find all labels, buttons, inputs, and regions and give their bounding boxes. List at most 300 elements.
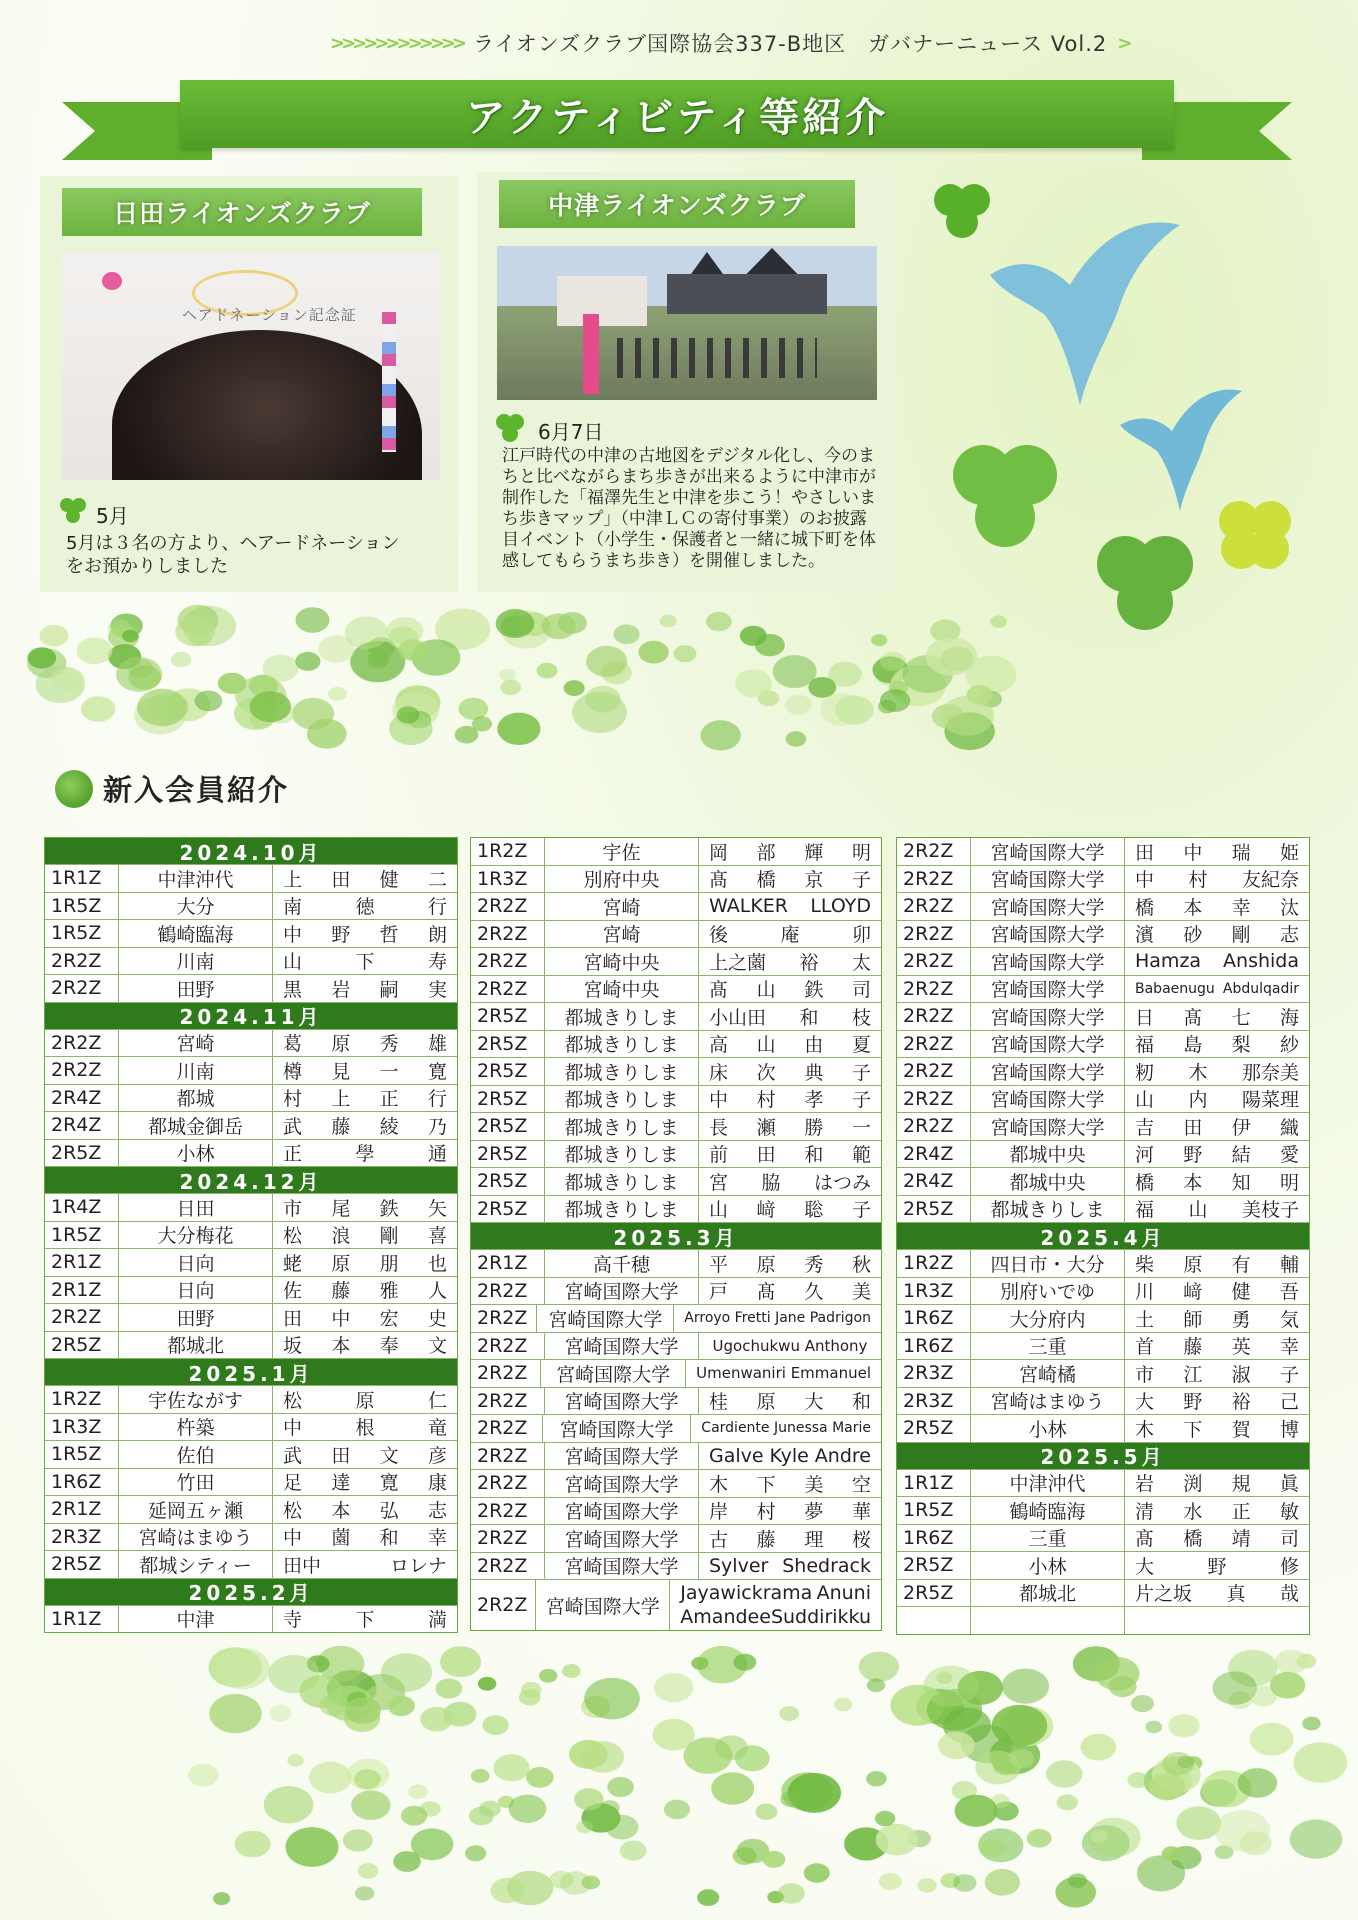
- name-part: 勝: [804, 1116, 824, 1139]
- castle-body: [667, 274, 827, 314]
- member-row: [897, 1470, 1309, 1498]
- name-part: 上: [331, 1088, 351, 1111]
- name-part: 聡: [804, 1199, 824, 1222]
- member-name: [1125, 1415, 1309, 1442]
- name-part: 足: [283, 1472, 303, 1495]
- member-name: [273, 865, 457, 892]
- member-name: [1125, 1196, 1309, 1223]
- leaf: [763, 1851, 786, 1868]
- club-name: 都城金御岳: [119, 1112, 273, 1139]
- name-part: 伊: [1231, 1116, 1251, 1139]
- zone-code: 2R1Z: [45, 1249, 119, 1276]
- name-part: 江: [1183, 1363, 1203, 1386]
- name-part: 南: [283, 896, 303, 919]
- name-part: 古: [709, 1528, 729, 1551]
- leaf: [871, 634, 887, 646]
- leaf: [576, 1821, 593, 1834]
- name-part: 竜: [427, 1417, 447, 1440]
- name-part: 華: [851, 1501, 871, 1524]
- name-part: 満: [427, 1609, 447, 1632]
- zone-code: 1R6Z: [897, 1333, 971, 1360]
- name-part: 原: [355, 1389, 375, 1412]
- name-part: 和: [851, 1391, 871, 1414]
- name-part: 岡: [709, 841, 729, 864]
- leaf: [700, 720, 740, 750]
- name-part: 下: [355, 1609, 375, 1632]
- member-name: [699, 921, 881, 948]
- name-part: 志: [427, 1499, 447, 1522]
- name-part: 土: [1135, 1308, 1155, 1331]
- member-name: [699, 1333, 881, 1360]
- member-name: [699, 1141, 881, 1168]
- name-part: 子: [851, 1061, 871, 1084]
- name-part: Shedrack: [782, 1554, 871, 1577]
- zone-code: 2R2Z: [897, 893, 971, 920]
- zone-code: 2R2Z: [471, 1553, 545, 1580]
- name-part: 市: [1135, 1363, 1155, 1386]
- name-part: 橋: [1183, 1528, 1203, 1551]
- name-part: 籾: [1135, 1061, 1155, 1084]
- zone-code: 1R5Z: [45, 893, 119, 920]
- name-part: 愛: [1279, 1144, 1299, 1167]
- member-name: [1125, 1388, 1309, 1415]
- name-part: 中: [331, 1307, 351, 1330]
- name-part: 輝: [804, 841, 824, 864]
- member-name: [699, 1168, 881, 1195]
- name-part: 浪: [331, 1225, 351, 1248]
- name-part: 野: [331, 923, 351, 946]
- member-name: [699, 1196, 881, 1223]
- mascot-icon: [102, 272, 122, 290]
- name-part: 達: [331, 1472, 351, 1495]
- leaf: [859, 1652, 899, 1682]
- leaf: [40, 625, 69, 647]
- member-name: [699, 866, 881, 893]
- leaf: [354, 1769, 381, 1789]
- club-name: 中津沖代: [119, 865, 273, 892]
- zone-code: 1R1Z: [897, 1470, 971, 1497]
- club-name: 宮崎国際大学: [543, 1415, 692, 1442]
- zone-code: 2R2Z: [471, 1580, 536, 1630]
- leaves-band-bottom: [188, 1646, 1347, 1908]
- club-name: 都城きりしま: [545, 1168, 699, 1195]
- member-name: [273, 1030, 457, 1057]
- name-part: 人: [427, 1280, 447, 1303]
- ribbon-title: アクティビティ等紹介: [465, 93, 889, 141]
- zone-code: 2R5Z: [471, 1196, 545, 1223]
- member-name: [273, 1194, 457, 1221]
- zone-code: 2R2Z: [897, 866, 971, 893]
- member-row: [897, 1058, 1309, 1086]
- member-name: [674, 1305, 881, 1332]
- ribbon-strip: [382, 312, 396, 452]
- name-part: 京: [804, 869, 824, 892]
- name-part: 高: [709, 1034, 729, 1057]
- leaf: [953, 1874, 976, 1892]
- leaf: [966, 685, 992, 704]
- zone-code: 1R6Z: [45, 1469, 119, 1496]
- club-name: 宮崎はまゆう: [971, 1388, 1125, 1415]
- member-row: [897, 1497, 1309, 1525]
- name-part: 桜: [851, 1528, 871, 1551]
- name-part: 朋: [379, 1252, 399, 1275]
- name-part: 山: [1188, 1199, 1208, 1222]
- name-part: Abdulqadir: [1222, 980, 1299, 997]
- club-name: 宮崎国際大学: [545, 1388, 699, 1415]
- name-part: 髙: [709, 869, 729, 892]
- leaf: [584, 1678, 640, 1720]
- member-row: [471, 1443, 881, 1471]
- club-name: 日向: [119, 1249, 273, 1276]
- name-part: Cardiente Junessa Marie: [701, 1420, 871, 1437]
- club-name: 宮崎国際大学: [537, 1305, 674, 1332]
- name-part: 根: [355, 1417, 375, 1440]
- name-part: 文: [379, 1444, 399, 1467]
- member-name: [1125, 1580, 1309, 1607]
- leaf: [264, 1786, 314, 1823]
- leaf: [674, 645, 697, 662]
- name-part: 寿: [427, 951, 447, 974]
- name-part: Suddirikku: [770, 1606, 871, 1628]
- activity-date: 6月7日: [538, 420, 604, 444]
- name-part: 岩: [331, 978, 351, 1001]
- leaf: [81, 696, 115, 722]
- name-part: 正: [379, 1088, 399, 1111]
- club-name: 宮崎中央: [545, 976, 699, 1003]
- name-part: 中: [1183, 841, 1203, 864]
- member-row: [45, 1441, 457, 1469]
- name-part: 大: [1135, 1391, 1155, 1414]
- leaf: [286, 1827, 339, 1867]
- leaf: [600, 1800, 619, 1815]
- name-part: 子: [851, 1199, 871, 1222]
- name-part: 孝: [804, 1089, 824, 1112]
- name-part: 樽: [283, 1060, 303, 1083]
- name-part: 靖: [1231, 1528, 1251, 1551]
- member-name: [273, 1386, 457, 1413]
- zone-code: 1R5Z: [45, 1222, 119, 1249]
- leaf: [497, 713, 540, 745]
- leaf: [213, 1892, 230, 1905]
- member-row: [471, 1470, 881, 1498]
- name-part: LLOYD: [810, 895, 871, 918]
- name-part: 柴: [1135, 1253, 1155, 1276]
- name-part: 宮: [709, 1171, 729, 1194]
- name-part: 中: [283, 1527, 303, 1550]
- name-part: 大: [804, 1391, 824, 1414]
- member-name: [699, 838, 881, 865]
- leaf: [235, 1831, 271, 1858]
- leaf: [1057, 1794, 1078, 1810]
- zone-code: 1R5Z: [45, 1441, 119, 1468]
- club-name: 三重: [971, 1525, 1125, 1552]
- name-part: 気: [1279, 1308, 1299, 1331]
- member-name: [1125, 1058, 1309, 1085]
- member-name: [273, 1606, 457, 1633]
- zone-code: 2R2Z: [471, 1333, 545, 1360]
- club-name: 宮崎国際大学: [545, 1553, 699, 1580]
- name-part: 桂: [709, 1391, 729, 1414]
- member-row: [897, 1168, 1309, 1196]
- member-row: [471, 1058, 881, 1086]
- name-part: 弘: [379, 1499, 399, 1522]
- name-part: 司: [851, 979, 871, 1002]
- leaf: [1145, 1721, 1162, 1734]
- member-name: [699, 1525, 881, 1552]
- leaf: [541, 613, 576, 639]
- name-part: 橋: [756, 869, 776, 892]
- month-header: 2025.4月: [897, 1223, 1309, 1250]
- club-name: 宮崎中央: [545, 948, 699, 975]
- member-row: [471, 1305, 881, 1333]
- name-part: 田: [1183, 1116, 1203, 1139]
- leaves-band-top: [27, 605, 1016, 751]
- leaf: [614, 625, 640, 645]
- leaf: [876, 1824, 918, 1856]
- name-part: 藤: [1183, 1336, 1203, 1359]
- chevron-decoration-left: >>>>>>>>>>>>: [330, 32, 463, 54]
- name-part: 矢: [427, 1197, 447, 1220]
- name-part: 村: [283, 1088, 303, 1111]
- member-row: [471, 1031, 881, 1059]
- leaf: [1302, 1717, 1320, 1731]
- member-row: [45, 1551, 457, 1579]
- leaf: [149, 692, 189, 722]
- club-name: 鶴崎臨海: [119, 920, 273, 947]
- zone-code: 2R5Z: [471, 1031, 545, 1058]
- leaf: [938, 1732, 975, 1760]
- club-name: 都城: [119, 1085, 273, 1112]
- club-name: 都城きりしま: [545, 1141, 699, 1168]
- name-part: 學: [355, 1143, 375, 1166]
- leaf: [440, 1646, 481, 1677]
- leaf: [250, 691, 291, 722]
- club-name: 三重: [971, 1333, 1125, 1360]
- leaf: [1290, 1819, 1343, 1858]
- name-part: 山: [709, 1199, 729, 1222]
- leaf: [472, 716, 492, 731]
- leaf: [287, 1754, 303, 1766]
- name-part: 砂: [1183, 924, 1203, 947]
- zone-code: 2R2Z: [471, 893, 545, 920]
- member-row: [471, 1360, 881, 1388]
- member-name: [1125, 1031, 1309, 1058]
- member-name: [273, 1140, 457, 1167]
- name-part: Jayawickrama: [680, 1582, 813, 1604]
- leaf: [879, 1873, 902, 1890]
- name-part: 紗: [1279, 1034, 1299, 1057]
- name-part: 和: [799, 1006, 819, 1029]
- name-part: 実: [427, 978, 447, 1001]
- club-name: 都城きりしま: [545, 1113, 699, 1140]
- name-part: Arroyo Fretti Jane Padrigon: [684, 1310, 871, 1327]
- name-part: 規: [1231, 1473, 1251, 1496]
- member-name: [273, 1085, 457, 1112]
- name-part: 瀬: [756, 1116, 776, 1139]
- leaf: [519, 1689, 541, 1705]
- name-part: 明: [1279, 1171, 1299, 1194]
- name-part: 卯: [851, 924, 871, 947]
- member-row: [471, 1525, 881, 1553]
- club-name: 都城きりしま: [545, 1058, 699, 1085]
- certificate-title: ヘアドネーション記念証: [182, 306, 357, 324]
- zone-code: 2R2Z: [45, 975, 119, 1002]
- member-name: [1125, 838, 1309, 865]
- name-part: 枝: [851, 1006, 871, 1029]
- club-name: 四日市・大分: [971, 1250, 1125, 1277]
- member-row: [45, 1304, 457, 1332]
- zone-code: 2R3Z: [45, 1524, 119, 1551]
- name-part: 仁: [427, 1389, 447, 1412]
- member-row: [471, 1580, 881, 1630]
- name-part: 明: [851, 841, 871, 864]
- member-row: [471, 1278, 881, 1306]
- leaf: [188, 1764, 219, 1787]
- name-part: 松: [283, 1499, 303, 1522]
- leaf: [778, 1883, 805, 1904]
- zone-code: 2R5Z: [897, 1552, 971, 1579]
- bird-icon: [990, 223, 1180, 406]
- member-name: [273, 1469, 457, 1496]
- leaf: [620, 1841, 647, 1861]
- name-part: 本: [1183, 1171, 1203, 1194]
- leaf: [660, 615, 677, 628]
- member-row: [897, 1031, 1309, 1059]
- club-name: 宮崎国際大学: [545, 1278, 699, 1305]
- club-name: 宮崎国際大学: [971, 1003, 1125, 1030]
- member-name: [699, 976, 881, 1003]
- member-name: [1125, 1278, 1309, 1305]
- member-row: [45, 1386, 457, 1414]
- name-part: 岸: [709, 1501, 729, 1524]
- name-part: 山: [283, 951, 303, 974]
- zone-code: 2R2Z: [45, 948, 119, 975]
- hair-donation-photo: [62, 252, 440, 480]
- member-name: [699, 1058, 881, 1085]
- leaf: [490, 1878, 524, 1903]
- clover-icon: [1097, 536, 1193, 630]
- leaf: [77, 637, 113, 664]
- name-part: 司: [1279, 1528, 1299, 1551]
- name-part: 健: [379, 868, 399, 891]
- name-part: 中: [1135, 869, 1155, 892]
- leaf: [401, 1806, 427, 1826]
- name-part: 原: [756, 1253, 776, 1276]
- hair-bundle: [112, 330, 422, 480]
- member-name: [273, 1277, 457, 1304]
- leaf: [638, 641, 668, 664]
- member-row: [897, 1415, 1309, 1443]
- club-name: 都城きりしま: [971, 1196, 1125, 1223]
- club-name: 都城中央: [971, 1141, 1125, 1168]
- name-part: 剛: [379, 1225, 399, 1248]
- club-name: 宮崎国際大学: [545, 1525, 699, 1552]
- leaf: [526, 1767, 554, 1788]
- name-part: 夏: [851, 1034, 871, 1057]
- zone-code: 2R4Z: [897, 1141, 971, 1168]
- member-row: [471, 1415, 881, 1443]
- zone-code: 2R2Z: [471, 1388, 545, 1415]
- description-line: 5月は３名の方より、ヘアードネーション: [66, 533, 400, 554]
- name-part: 黒: [283, 978, 303, 1001]
- zone-code: 2R5Z: [471, 1168, 545, 1195]
- name-part: 行: [427, 896, 447, 919]
- name-part: 綾: [379, 1115, 399, 1138]
- name-part: 健: [1231, 1281, 1251, 1304]
- member-name: [699, 1278, 881, 1305]
- club-name: 宮崎: [119, 1030, 273, 1057]
- name-part: 本: [1183, 896, 1203, 919]
- name-part: 真: [1226, 1583, 1246, 1606]
- member-name: [699, 1031, 881, 1058]
- name-part: 島: [1183, 1034, 1203, 1057]
- member-name: [1125, 1250, 1309, 1277]
- club-name: 川南: [119, 1057, 273, 1084]
- leaf: [358, 1863, 379, 1879]
- member-row: [471, 838, 881, 866]
- name-part: 藤: [331, 1115, 351, 1138]
- member-name: [691, 1415, 881, 1442]
- leaf: [500, 669, 516, 681]
- member-row: [471, 1498, 881, 1526]
- leaf: [607, 1777, 634, 1797]
- name-part: 平: [709, 1253, 729, 1276]
- leaf: [482, 1715, 508, 1735]
- leaf: [955, 1795, 998, 1827]
- member-name: [1125, 1360, 1309, 1387]
- name-part: Andre: [814, 1444, 871, 1467]
- member-name: [273, 1524, 457, 1551]
- zone-code: 2R2Z: [897, 1003, 971, 1030]
- leaf: [1238, 1768, 1278, 1798]
- zone-code: 1R5Z: [897, 1497, 971, 1524]
- member-name: [1125, 1525, 1309, 1552]
- club-name: 日向: [119, 1277, 273, 1304]
- name-part: 徳: [355, 896, 375, 919]
- member-name: [273, 975, 457, 1002]
- leaf: [755, 634, 785, 656]
- member-name: [1125, 921, 1309, 948]
- zone-code: 2R3Z: [897, 1360, 971, 1387]
- zone-code: 2R3Z: [897, 1388, 971, 1415]
- zone-code: 2R5Z: [45, 1140, 119, 1167]
- page-header: [330, 30, 1330, 56]
- name-part: 奉: [379, 1335, 399, 1358]
- name-part: 敏: [1279, 1500, 1299, 1523]
- name-part: 寛: [427, 1060, 447, 1083]
- members-section-title: 新入会員紹介: [103, 773, 290, 807]
- club-name: 宮崎国際大学: [545, 1333, 699, 1360]
- zone-code: 1R5Z: [45, 920, 119, 947]
- name-part: 下: [1183, 1418, 1203, 1441]
- name-part: 武: [283, 1444, 303, 1467]
- leaf: [1127, 1772, 1148, 1788]
- name-part: 寛: [379, 1472, 399, 1495]
- zone-code: 2R5Z: [897, 1580, 971, 1607]
- name-part: 裕: [799, 951, 819, 974]
- member-row: [45, 1606, 457, 1633]
- club-name: 都城きりしま: [545, 1003, 699, 1030]
- zone-code: 2R2Z: [471, 921, 545, 948]
- member-name: [699, 1470, 881, 1497]
- name-part: 髙: [709, 979, 729, 1002]
- name-part: 空: [851, 1473, 871, 1496]
- leaf: [981, 1839, 1005, 1857]
- zone-code: 2R2Z: [471, 1305, 537, 1332]
- leaf: [51, 667, 85, 692]
- name-part: 山: [756, 979, 776, 1002]
- member-name: [686, 1360, 881, 1387]
